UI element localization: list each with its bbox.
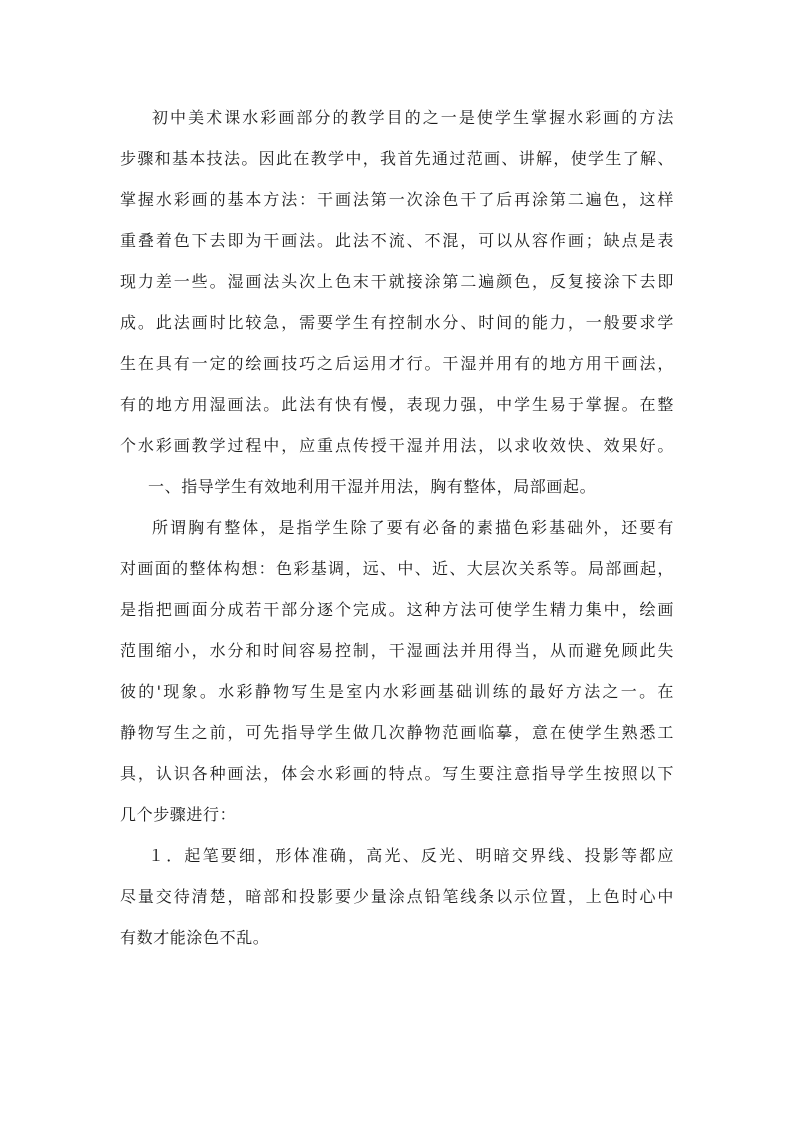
paragraph-line: 有的地方用湿画法。此法有快有慢，表现力强，中学生易于掌握。在整 <box>120 395 674 414</box>
paragraph-line: 范围缩小，水分和时间容易控制，干湿画法并用得当，从而避免顾此失 <box>120 641 674 660</box>
paragraph-line: 几个步骤进行： <box>120 805 237 824</box>
paragraph-line: 掌握水彩画的基本方法：干画法第一次涂色干了后再涂第二遍色，这样 <box>120 190 674 209</box>
paragraph-line: 所谓胸有整体，是指学生除了要有必备的素描色彩基础外，还要有 <box>152 518 674 537</box>
paragraph-line: 重叠着色下去即为干画法。此法不流、不混，可以从容作画；缺点是表 <box>120 231 674 250</box>
list-item-line: １．起笔要细，形体准确，高光、反光、明暗交界线、投影等都应 <box>148 846 674 865</box>
paragraph-line: 步骤和基本技法。因此在教学中，我首先通过范画、讲解，使学生了解、 <box>120 149 674 168</box>
paragraph-line: 是指把画面分成若干部分逐个完成。这种方法可使学生精力集中，绘画 <box>120 600 674 619</box>
paragraph-line: 初中美术课水彩画部分的教学目的之一是使学生掌握水彩画的方法 <box>152 108 674 127</box>
document-body <box>120 97 674 958</box>
paragraph-line: 具，认识各种画法，体会水彩画的特点。写生要注意指导学生按照以下 <box>120 764 674 783</box>
paragraph-line: 对画面的整体构想：色彩基调，远、中、近、大层次关系等。局部画起， <box>120 559 674 578</box>
list-item-line: 有数才能涂色不乱。 <box>120 928 270 947</box>
paragraph-line: 生在具有一定的绘画技巧之后运用才行。干湿并用有的地方用干画法， <box>120 354 674 373</box>
paragraph-line: 个水彩画教学过程中，应重点传授干湿并用法，以求收效快、效果好。 <box>120 436 674 455</box>
list-item-line: 尽量交待清楚，暗部和投影要少量涂点铅笔线条以示位置，上色时心中 <box>120 887 674 906</box>
section-heading: 一、指导学生有效地利用干湿并用法，胸有整体，局部画起。 <box>148 477 597 496</box>
paragraph-line: 静物写生之前，可先指导学生做几次静物范画临摹，意在使学生熟悉工 <box>120 723 674 742</box>
paragraph-line: 成。此法画时比较急，需要学生有控制水分、时间的能力，一般要求学 <box>120 313 674 332</box>
paragraph-line: 彼的'现象。水彩静物写生是室内水彩画基础训练的最好方法之一。在 <box>120 682 674 701</box>
paragraph-line: 现力差一些。湿画法头次上色末干就接涂第二遍颜色，反复接涂下去即 <box>120 272 674 291</box>
